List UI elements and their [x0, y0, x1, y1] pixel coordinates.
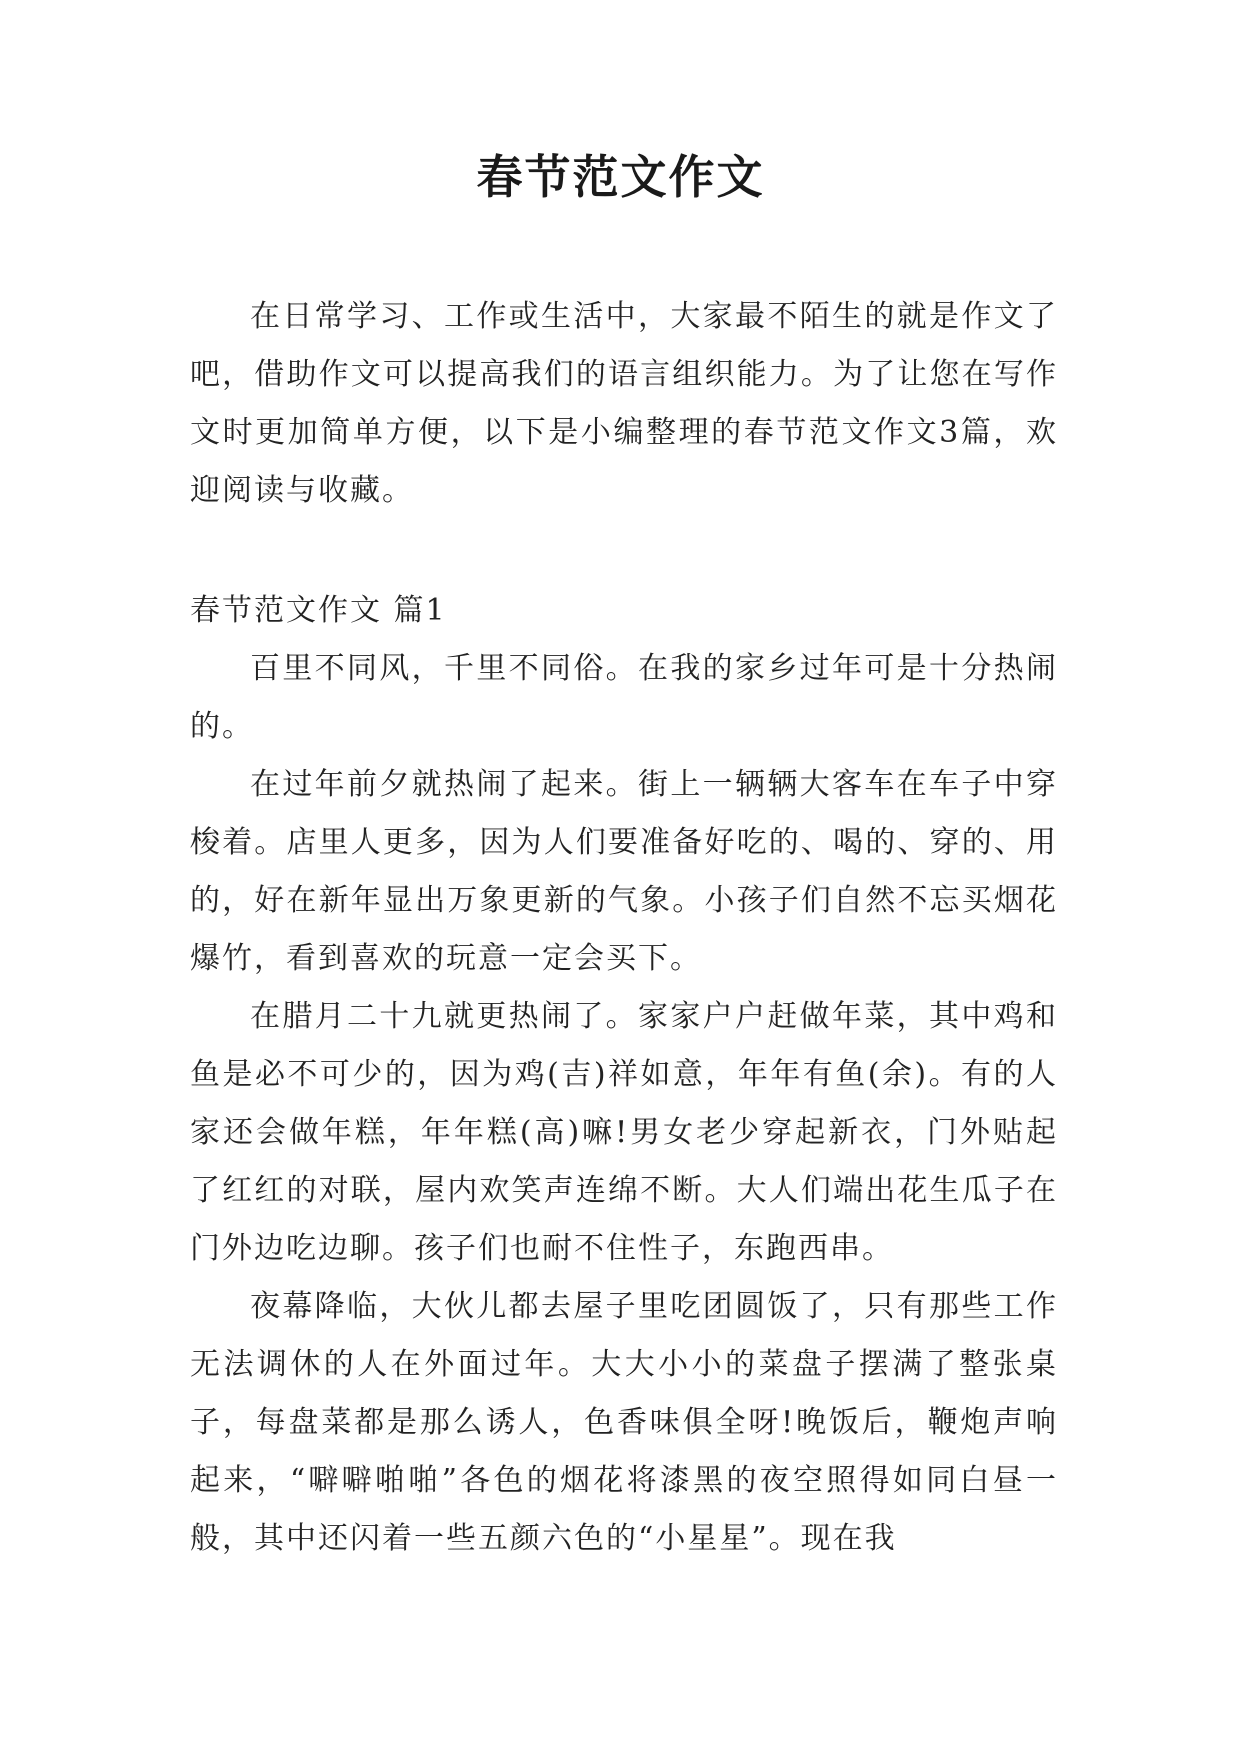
section-heading: 春节范文作文 篇1 [190, 593, 447, 628]
document-body [190, 288, 1058, 1568]
body-paragraph-3: 在腊月二十九就更热闹了。家家户户赶做年菜，其中鸡和鱼是必不可少的，因为鸡(吉)祥如意，年年有鱼(余)。有的人家还会做年糕，年年糕(高)嘛!男女老少穿起新衣，门外贴起了红红的对联，屋内欢笑声连绵不断。大人们端出花生瓜子在门外边吃边聊。孩子们也耐不住性子，东跑西串。 [190, 999, 1058, 1266]
body-paragraph-2: 在过年前夕就热闹了起来。街上一辆辆大客车在车子中穿梭着。店里人更多，因为人们要准备好吃的、喝的、穿的、用的，好在新年显出万象更新的气象。小孩子们自然不忘买烟花爆竹，看到喜欢的玩意一定会买下。 [190, 767, 1058, 976]
body-paragraph-4: 夜幕降临，大伙儿都去屋子里吃团圆饭了，只有那些工作无法调休的人在外面过年。大大小小的菜盘子摆满了整张桌子，每盘菜都是那么诱人，色香味俱全呀!晚饭后，鞭炮声响起来，“噼噼啪啪”各色的烟花将漆黑的夜空照得如同白昼一般，其中还闪着一些五颜六色的“小星星”。现在我 [190, 1289, 1058, 1556]
intro-paragraph: 在日常学习、工作或生活中，大家最不陌生的就是作文了吧，借助作文可以提高我们的语言组织能力。为了让您在写作文时更加简单方便，以下是小编整理的春节范文作文3篇，欢迎阅读与收藏。 [190, 299, 1058, 508]
document-title: 春节范文作文 [476, 150, 765, 204]
body-paragraph-1: 百里不同风，千里不同俗。在我的家乡过年可是十分热闹的。 [190, 651, 1058, 744]
